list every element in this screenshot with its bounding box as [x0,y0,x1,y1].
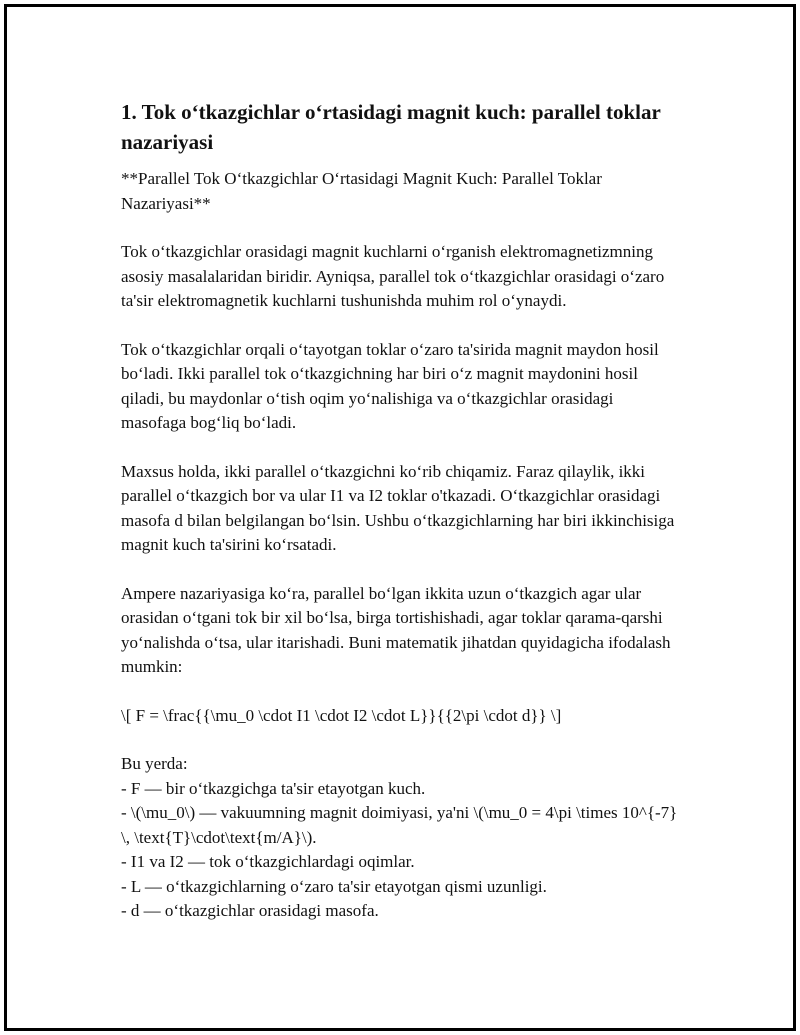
paragraph-intro: Tok o‘tkazgichlar orasidagi magnit kuchlarni o‘rganish elektromagnetizmning asosiy masalalaridan biridir. Ayniqsa, parallel tok o‘tkazgichlar orasidagi o‘zaro ta'sir elektromagnetik kuchlarni tushunishda muhim rol o‘ynaydi. [121,242,665,310]
paragraph-special-case: Maxsus holda, ikki parallel o‘tkazgichni ko‘rib chiqamiz. Faraz qilaylik, ikki parallel o‘tkazgich bor va ular I1 va I2 toklar o'tkazadi. O‘tkazgichlar orasidagi masofa d bilan belgilangan bo‘lsin. Ushbu o‘tkazgichlarning har biri ikkinchisiga magnit kuch ta'sirini ko‘rsatadi. [121,461,675,554]
list-intro: Bu yerda: [121,754,188,773]
document-body [121,97,681,924]
paragraph-ampere-theory: Ampere nazariyasiga ko‘ra, parallel bo‘lgan ikkita uzun o‘tkazgich agar ular orasidan o‘tgani tok bir xil bo‘lsa, birga tortishishadi, agar toklar qarama-qarshi yo‘nalishda o‘tsa, ular itarishadi. Buni matematik jihatdan quyidagicha ifodalash mumkin: [121,583,671,676]
list-item: - I1 va I2 — tok o‘tkazgichlardagi oqimlar. [121,852,415,871]
formula-line: \[ F = \frac{{\mu_0 \cdot I1 \cdot I2 \cdot L}}{{2\pi \cdot d}} \] [121,705,562,725]
list-item: - d — o‘tkazgichlar orasidagi masofa. [121,901,379,920]
list-item: - F — bir o‘tkazgichga ta'sir etayotgan kuch. [121,778,426,798]
list-item: - \(\mu_0\) — vakuumning magnit doimiyasi, ya'ni \(\mu_0 = 4\pi \times 10^{-7} \, \text{T}\cdot\text{m/A}\). [121,803,678,847]
definitions-list [121,752,681,924]
paragraph-bold-heading: **Parallel Tok O‘tkazgichlar O‘rtasidagi Magnit Kuch: Parallel Toklar Nazariyasi** [121,169,602,213]
document-title: 1. Tok o‘tkazgichlar o‘rtasidagi magnit kuch: parallel toklar nazariyasi [121,100,661,154]
list-item: - L — o‘tkazgichlarning o‘zaro ta'sir etayotgan qismi uzunligi. [121,876,547,896]
page-frame [4,4,796,1031]
paragraph-magnetic-field: Tok o‘tkazgichlar orqali o‘tayotgan toklar o‘zaro ta'sirida magnit maydon hosil bo‘ladi. Ikki parallel tok o‘tkazgichning har biri o‘z magnit maydonini hosil qiladi, bu maydonlar o‘tish oqim yo‘nalishiga va o‘tkazgichlar orasidagi masofaga bog‘liq bo‘ladi. [121,339,659,432]
